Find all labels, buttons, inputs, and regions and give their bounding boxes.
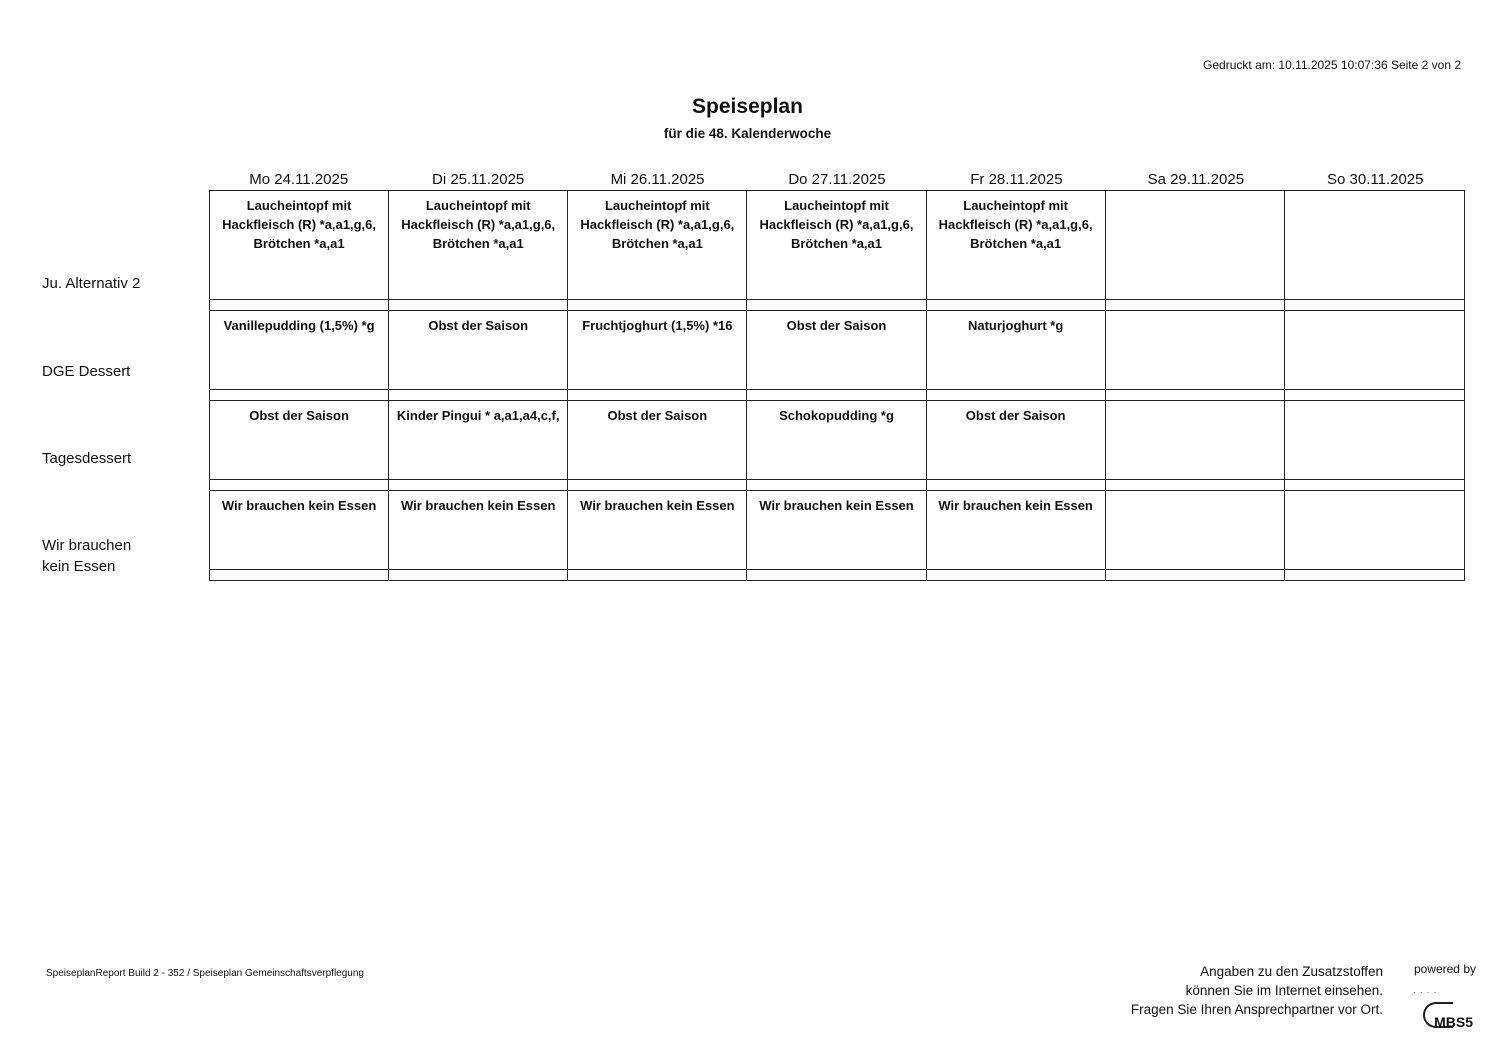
menu-row-tagesdessert [210,401,1464,480]
spacer-cell [927,390,1106,400]
menu-grid [209,162,1465,581]
spacer-cell [927,570,1106,580]
spacer-cell [1285,390,1464,400]
menu-cell [1106,311,1285,389]
spacer-cell [747,300,926,310]
menu-cell: Wir brauchen kein Essen [210,491,389,569]
spacer-row [210,570,1464,581]
menu-cell: Obst der Saison [389,311,568,389]
spacer-cell [210,300,389,310]
menu-cell: Laucheintopf mit Hackfleisch (R) *a,a1,g,6, Brötchen *a,a1 [389,191,568,299]
spacer-cell [747,480,926,490]
spacer-cell [747,570,926,580]
spacer-cell [1285,480,1464,490]
spacer-cell [1285,570,1464,580]
menu-cell: Wir brauchen kein Essen [927,491,1106,569]
menu-cell: Vanillepudding (1,5%) *g [210,311,389,389]
menu-cell [1285,311,1464,389]
menu-cell [1285,191,1464,299]
menu-cell: Wir brauchen kein Essen [568,491,747,569]
spacer-cell [568,570,747,580]
mbs-logo-icon [1411,988,1473,1030]
menu-table [209,190,1465,581]
spacer-cell [210,570,389,580]
page-title: Speiseplan [692,95,803,118]
menu-cell: Laucheintopf mit Hackfleisch (R) *a,a1,g,6, Brötchen *a,a1 [568,191,747,299]
spacer-cell [1106,480,1285,490]
spacer-cell [389,570,568,580]
spacer-cell [568,480,747,490]
menu-cell: Fruchtjoghurt (1,5%) *16 [568,311,747,389]
menu-cell: Laucheintopf mit Hackfleisch (R) *a,a1,g,6, Brötchen *a,a1 [747,191,926,299]
spacer-cell [927,300,1106,310]
menu-cell: Schokopudding *g [747,401,926,479]
menu-row-ju-alternativ [210,191,1464,300]
spacer-cell [1106,390,1285,400]
menu-cell: Naturjoghurt *g [927,311,1106,389]
menu-cell: Obst der Saison [927,401,1106,479]
row-label-ju-alternativ: Ju. Alternativ 2 [42,275,141,292]
spacer-cell [389,300,568,310]
menu-row-wir-brauchen [210,491,1464,570]
menu-cell: Laucheintopf mit Hackfleisch (R) *a,a1,g,6, Brötchen *a,a1 [210,191,389,299]
spacer-cell [1106,300,1285,310]
menu-cell: Wir brauchen kein Essen [747,491,926,569]
day-header: Di 25.11.2025 [431,171,525,188]
day-header: Sa 29.11.2025 [1147,171,1245,188]
logo-text: MBS5 [1434,1014,1473,1030]
day-header: Do 27.11.2025 [788,171,886,188]
spacer-cell [1285,300,1464,310]
menu-cell [1285,401,1464,479]
menu-cell [1106,491,1285,569]
spacer-cell [927,480,1106,490]
footer-build-info: SpeiseplanReport Build 2 - 352 / Speiseplan Gemeinschaftsverpflegung [46,968,364,979]
menu-cell: Obst der Saison [210,401,389,479]
menu-cell: Obst der Saison [568,401,747,479]
spacer-cell [1106,570,1285,580]
menu-cell: Laucheintopf mit Hackfleisch (R) *a,a1,g,6, Brötchen *a,a1 [927,191,1106,299]
spacer-row [210,300,1464,311]
page-subtitle: für die 48. Kalenderwoche [663,126,832,141]
day-header: Mo 24.11.2025 [249,171,349,188]
spacer-cell [747,390,926,400]
row-label-wir-brauchen: Wir brauchen kein Essen [42,537,132,575]
day-header: Mi 26.11.2025 [610,171,705,188]
spacer-cell [389,480,568,490]
spacer-cell [389,390,568,400]
menu-cell [1106,401,1285,479]
powered-by-label: powered by [1413,962,1476,976]
menu-cell: Wir brauchen kein Essen [389,491,568,569]
spacer-cell [210,390,389,400]
spacer-row [210,390,1464,401]
row-label-dge-dessert: DGE Dessert [42,363,131,380]
logo-dots: · · · · [1413,988,1438,997]
notice-line: Angaben zu den Zusatzstoffen [1200,964,1383,979]
day-header: So 30.11.2025 [1327,171,1424,188]
row-label-tagesdessert: Tagesdessert [42,450,132,467]
menu-cell: Kinder Pingui * a,a1,a4,c,f, [389,401,568,479]
day-header-row [209,162,1465,190]
menu-row-dge-dessert [210,311,1464,390]
print-stamp: Gedruckt am: 10.11.2025 10:07:36 Seite 2 von 2 [1203,58,1461,72]
spacer-cell [568,300,747,310]
notice-line: können Sie im Internet einsehen. [1185,983,1383,998]
notice-line: Fragen Sie Ihren Ansprechpartner vor Ort. [1130,1002,1383,1017]
day-header: Fr 28.11.2025 [970,171,1063,188]
spacer-row [210,480,1464,491]
footer-notice [1131,962,1383,1019]
spacer-cell [568,390,747,400]
menu-cell: Obst der Saison [747,311,926,389]
menu-cell [1285,491,1464,569]
spacer-cell [210,480,389,490]
menu-cell [1106,191,1285,299]
